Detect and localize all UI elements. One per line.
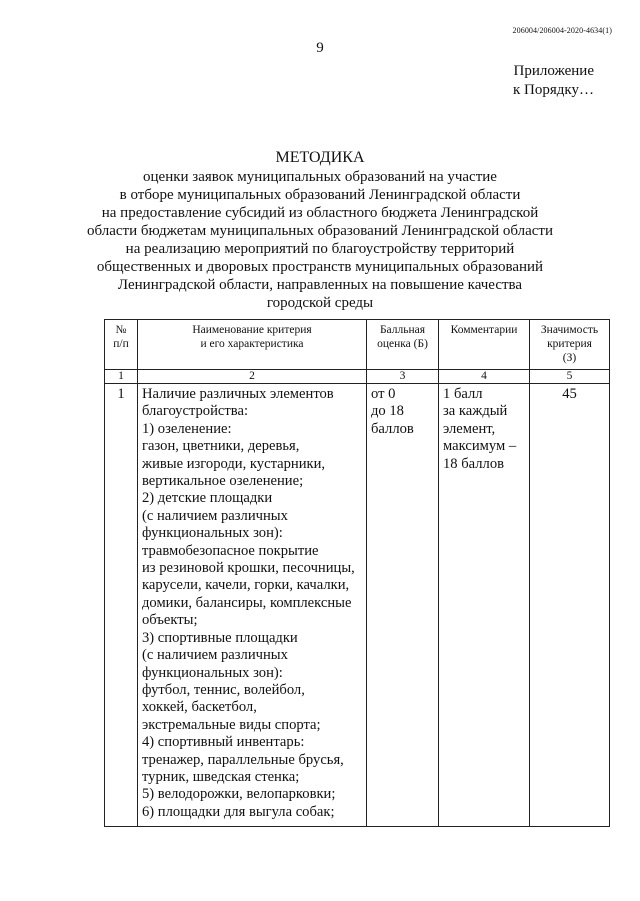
comment-line: элемент,	[443, 420, 496, 437]
subtitle-line: оценки заявок муниципальных образований на участие	[143, 169, 497, 185]
column-number: 4	[439, 370, 530, 384]
header-line: Значимость	[540, 324, 599, 336]
table-header-row	[105, 320, 610, 370]
header-comments	[439, 320, 530, 370]
criterion-line: Наличие различных элементов	[142, 386, 334, 402]
criterion-line: вертикальное озеленение;	[142, 473, 304, 490]
subtitle-line: в отборе муниципальных образований Ленинградской области	[119, 187, 521, 203]
criterion-line: 3) спортивные площадки	[142, 629, 298, 646]
score-line: от 0	[371, 386, 396, 402]
header-line: №	[115, 324, 127, 336]
document-title: МЕТОДИКА	[275, 149, 365, 166]
header-line: Комментарии	[450, 324, 518, 336]
criterion-line: карусели, качели, горки, качалки,	[142, 577, 350, 594]
header-line: и его характеристика	[200, 338, 304, 350]
criterion-line: объекты;	[142, 612, 198, 629]
criterion-line: живые изгороди, кустарники,	[142, 455, 326, 472]
document-id: 206004/206004-2020-4634(1)	[512, 26, 612, 35]
criterion-line: 6) площадки для выгула собак;	[142, 803, 335, 820]
comment-line: 1 балл	[443, 386, 483, 402]
comment	[439, 384, 530, 827]
header-line: Балльная	[379, 324, 426, 336]
header-line: оценка (Б)	[377, 338, 428, 350]
header-weight	[530, 320, 610, 370]
subtitle-line: Ленинградской области, направленных на повышение качества	[117, 277, 523, 293]
header-number	[105, 320, 138, 370]
criterion-line: функциональных зон):	[142, 664, 283, 681]
column-number: 1	[105, 370, 138, 384]
header-line: критерия	[547, 338, 592, 350]
criterion-line: экстремальные виды спорта;	[142, 716, 321, 733]
criterion-line: хоккей, баскетбол,	[142, 699, 257, 716]
subtitle-line: общественных и дворовых пространств муниципальных образований	[96, 259, 544, 275]
criterion-line: 5) велодорожки, велопарковки;	[142, 786, 336, 803]
header-criterion	[138, 320, 367, 370]
criterion-line: турник, шведская стенка;	[142, 768, 300, 785]
criterion-line: функциональных зон):	[142, 525, 283, 542]
score-line: до 18	[371, 403, 404, 420]
subtitle-line: на предоставление субсидий из областного бюджета Ленинградской	[101, 205, 539, 221]
criterion-line: благоустройства:	[142, 403, 249, 420]
appendix-reference	[513, 62, 594, 100]
comment-line: за каждый	[443, 403, 508, 420]
criterion-line: футбол, теннис, волейбол,	[142, 681, 305, 698]
criterion-line: 2) детские площадки	[142, 490, 273, 507]
column-number: 2	[138, 370, 367, 384]
appendix-line: Приложение	[513, 63, 594, 79]
criterion-description	[138, 384, 367, 827]
comment-line: максимум –	[443, 438, 517, 455]
subtitle-line: городской среды	[266, 295, 374, 311]
criterion-line: травмобезопасное покрытие	[142, 542, 319, 559]
header-line: (З)	[562, 352, 577, 364]
score-line: баллов	[371, 420, 414, 437]
criterion-line: из резиновой крошки, песочницы,	[142, 560, 355, 577]
header-score	[367, 320, 439, 370]
criterion-line: домики, балансиры, комплексные	[142, 594, 352, 611]
criterion-line: 4) спортивный инвентарь:	[142, 734, 305, 751]
appendix-line: к Порядку…	[513, 82, 594, 98]
comment-line: 18 баллов	[443, 455, 505, 472]
criterion-line: тренажер, параллельные брусья,	[142, 751, 344, 768]
page-number: 9	[316, 40, 324, 56]
criterion-line: газон, цветники, деревья,	[142, 438, 300, 455]
row-number: 1	[105, 384, 138, 827]
score-range	[367, 384, 439, 827]
criterion-line: (с наличием различных	[142, 647, 288, 664]
column-number: 5	[530, 370, 610, 384]
criteria-table	[104, 319, 610, 827]
criterion-weight: 45	[530, 384, 610, 827]
title-block	[0, 148, 640, 312]
criterion-line: 1) озеленение:	[142, 420, 232, 437]
subtitle-line: области бюджетам муниципальных образований Ленинградской области	[86, 223, 554, 239]
table-row	[105, 384, 610, 827]
subtitle-line: на реализацию мероприятий по благоустройству территорий	[125, 241, 515, 257]
column-number-row	[105, 370, 610, 384]
header-line: п/п	[113, 338, 129, 350]
header-line: Наименование критерия	[192, 324, 312, 336]
criterion-line: (с наличием различных	[142, 507, 288, 524]
column-number: 3	[367, 370, 439, 384]
